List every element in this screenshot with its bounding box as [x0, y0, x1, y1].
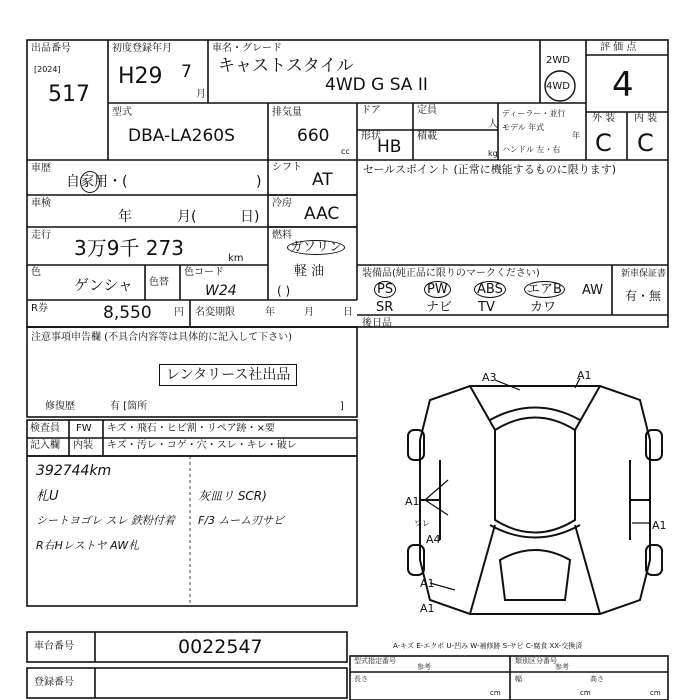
- model-designation-label: 型式指定番号: [354, 657, 396, 665]
- equipment-label: 装備品(純正品に限りのマークください): [362, 268, 540, 279]
- damage-mark: A1: [652, 519, 667, 532]
- inspection-label: 車検: [31, 198, 51, 209]
- notes-label: 注意事項申告欄 (不具合内容等は具体的に記入して下さい): [31, 332, 292, 343]
- color-label: 色: [31, 267, 41, 278]
- new-warranty-label: 新車保証書: [621, 269, 667, 279]
- displacement-value: 660: [297, 126, 330, 146]
- first-reg-era: H29: [118, 64, 163, 89]
- history-close: ): [256, 174, 262, 190]
- back-seat-label: 後日品: [362, 318, 392, 329]
- color-code-value: W24: [205, 283, 237, 299]
- selling-point-label: セールスポイント (正常に機能するものに限ります): [363, 163, 617, 176]
- lot-number: 517: [48, 82, 90, 107]
- height-label: 高さ: [590, 675, 604, 683]
- year-tag: [2024]: [34, 65, 61, 74]
- damage-mark: ワレ: [414, 519, 430, 528]
- cc-unit: cc: [341, 147, 350, 156]
- equip-tv: TV: [478, 300, 495, 315]
- fuel-label: 燃料: [272, 230, 292, 241]
- handwritten-mileage: 392744km: [36, 463, 112, 479]
- interior-value: C: [637, 129, 654, 157]
- mileage-label: 走行: [31, 230, 51, 241]
- drive-circled: 4WD: [546, 81, 570, 92]
- damage-mark: A1: [420, 602, 435, 615]
- color-code-label: 色コード: [184, 267, 224, 278]
- chassis-value: 0022547: [178, 636, 263, 658]
- shift-value: AT: [312, 170, 333, 190]
- mileage-unit: km: [228, 253, 244, 264]
- repair-label: 修復歴: [45, 401, 75, 412]
- inspector-fw: FW: [76, 423, 92, 434]
- width-cm: cm: [580, 689, 591, 697]
- exterior-label: 外 装: [592, 113, 616, 124]
- year-unit: 年: [572, 131, 580, 140]
- category-label: 類別区分番号: [515, 657, 557, 665]
- inspection-month: 月(: [177, 209, 197, 225]
- history-label: 車歴: [31, 163, 51, 174]
- registration-label: 登録番号: [34, 677, 74, 688]
- equip-abs: ABS: [474, 283, 506, 296]
- chassis-label: 車台番号: [34, 641, 74, 652]
- damage-mark: A1: [577, 369, 592, 382]
- interior-label: 内 装: [634, 113, 658, 124]
- inspector-inner: 内装: [73, 440, 93, 451]
- car-name-label: 車名・グレード: [212, 43, 282, 54]
- damage-legend: A-キズ E-エクボ U-凹み W-補修跡 S-サビ C-腐食 XX-交換済: [393, 642, 583, 650]
- damage-mark: A1: [420, 577, 435, 590]
- repair-value: 有 [箇所: [110, 401, 148, 412]
- rental-stamp: レンタリース社出品: [159, 364, 297, 386]
- car-name: キャストスタイル: [218, 56, 354, 76]
- reference-label: 参考: [417, 663, 431, 671]
- equip-pw: PW: [424, 283, 451, 296]
- name-change-day: 日: [343, 307, 353, 318]
- recycle-unit: 円: [174, 307, 184, 318]
- fuel-diesel: 軽 油: [294, 264, 325, 279]
- handwritten-note: 灰皿リ SCR): [198, 489, 267, 503]
- person-unit: 人: [488, 119, 498, 130]
- handwritten-note: F/3 ムーム刃サビ: [198, 514, 284, 527]
- name-change-label: 名変期限: [195, 307, 235, 318]
- new-warranty-value: 有・無: [625, 289, 662, 303]
- shift-label: シフト: [272, 162, 302, 173]
- first-reg-month: 7: [181, 62, 192, 82]
- shape-value: HB: [377, 137, 402, 157]
- length-cm: cm: [490, 689, 501, 697]
- handle-label: ハンドル 左・右: [502, 145, 561, 154]
- inspection-day: 日): [240, 209, 260, 225]
- load-label: 積載: [417, 131, 437, 142]
- score-value: 4: [612, 65, 634, 105]
- grade: 4WD G SA II: [325, 75, 428, 95]
- length-label: 長さ: [354, 675, 368, 683]
- model-year-label: モデル 年式: [502, 123, 545, 132]
- recycle-label: R券: [31, 303, 48, 314]
- lot-label: 出品番号: [31, 43, 71, 54]
- damage-mark: A1: [405, 495, 420, 508]
- kg-unit: kg: [488, 149, 498, 158]
- history-value: 自家用・(: [66, 174, 128, 190]
- ac-value: AAC: [304, 204, 340, 224]
- model-label: 型式: [112, 107, 132, 118]
- shape-label: 形状: [361, 131, 381, 142]
- equip-aw: AW: [582, 283, 604, 298]
- model-value: DBA-LA260S: [128, 126, 235, 146]
- dealer-label: ディーラー・並行: [502, 109, 566, 118]
- recycle-value: 8,550: [103, 303, 152, 323]
- car-diagram: [408, 386, 662, 614]
- displacement-label: 排気量: [272, 107, 302, 118]
- mileage-value: 3万9千 273: [74, 236, 184, 260]
- equip-leather: カワ: [530, 300, 557, 315]
- handwritten-note: シートヨゴレ スレ 鉄粉付着: [36, 514, 175, 527]
- capacity-label: 定員: [417, 105, 437, 116]
- damage-mark: A3: [482, 371, 497, 384]
- reference-label-2: 参考: [555, 663, 569, 671]
- name-change-year: 年: [265, 307, 275, 318]
- handwritten-note: R右Hレストヤ AW札: [36, 539, 140, 552]
- damage-pointers: [425, 378, 650, 590]
- inspector-row2: キズ・汚レ・コゲ・穴・スレ・キレ・破レ: [107, 440, 297, 451]
- handwritten-note: 札U: [36, 489, 59, 504]
- inspection-year: 年: [118, 209, 132, 225]
- score-label: 評 価 点: [600, 42, 637, 53]
- color-value: ゲンシャ: [74, 276, 134, 294]
- height-cm: cm: [650, 689, 661, 697]
- damage-mark: A4: [426, 533, 441, 546]
- month-unit: 月: [196, 89, 206, 100]
- inspector-label-1: 検査員: [30, 423, 60, 434]
- name-change-month: 月: [304, 307, 314, 318]
- inspector-row1: キズ・飛石・ヒビ割・リペア跡・×要: [107, 423, 275, 434]
- door-label: ドア: [361, 105, 381, 116]
- ac-label: 冷房: [272, 198, 292, 209]
- history-circle: [80, 171, 100, 193]
- fuel-gas: ガソリン: [287, 240, 345, 255]
- color-change-label: 色替: [149, 277, 169, 288]
- equip-airbag: エアB: [524, 283, 565, 296]
- first-reg-label: 初度登録年月: [112, 43, 172, 54]
- inspector-label-2: 記入欄: [30, 440, 60, 451]
- repair-close: ]: [340, 401, 344, 412]
- drive-label: 2WD: [546, 55, 570, 66]
- equip-ps: PS: [374, 283, 396, 296]
- fuel-paren: ( ): [277, 284, 291, 298]
- equip-navi: ナビ: [426, 300, 453, 315]
- width-label: 幅: [515, 675, 522, 683]
- exterior-value: C: [595, 129, 612, 157]
- equip-sr: SR: [376, 300, 394, 315]
